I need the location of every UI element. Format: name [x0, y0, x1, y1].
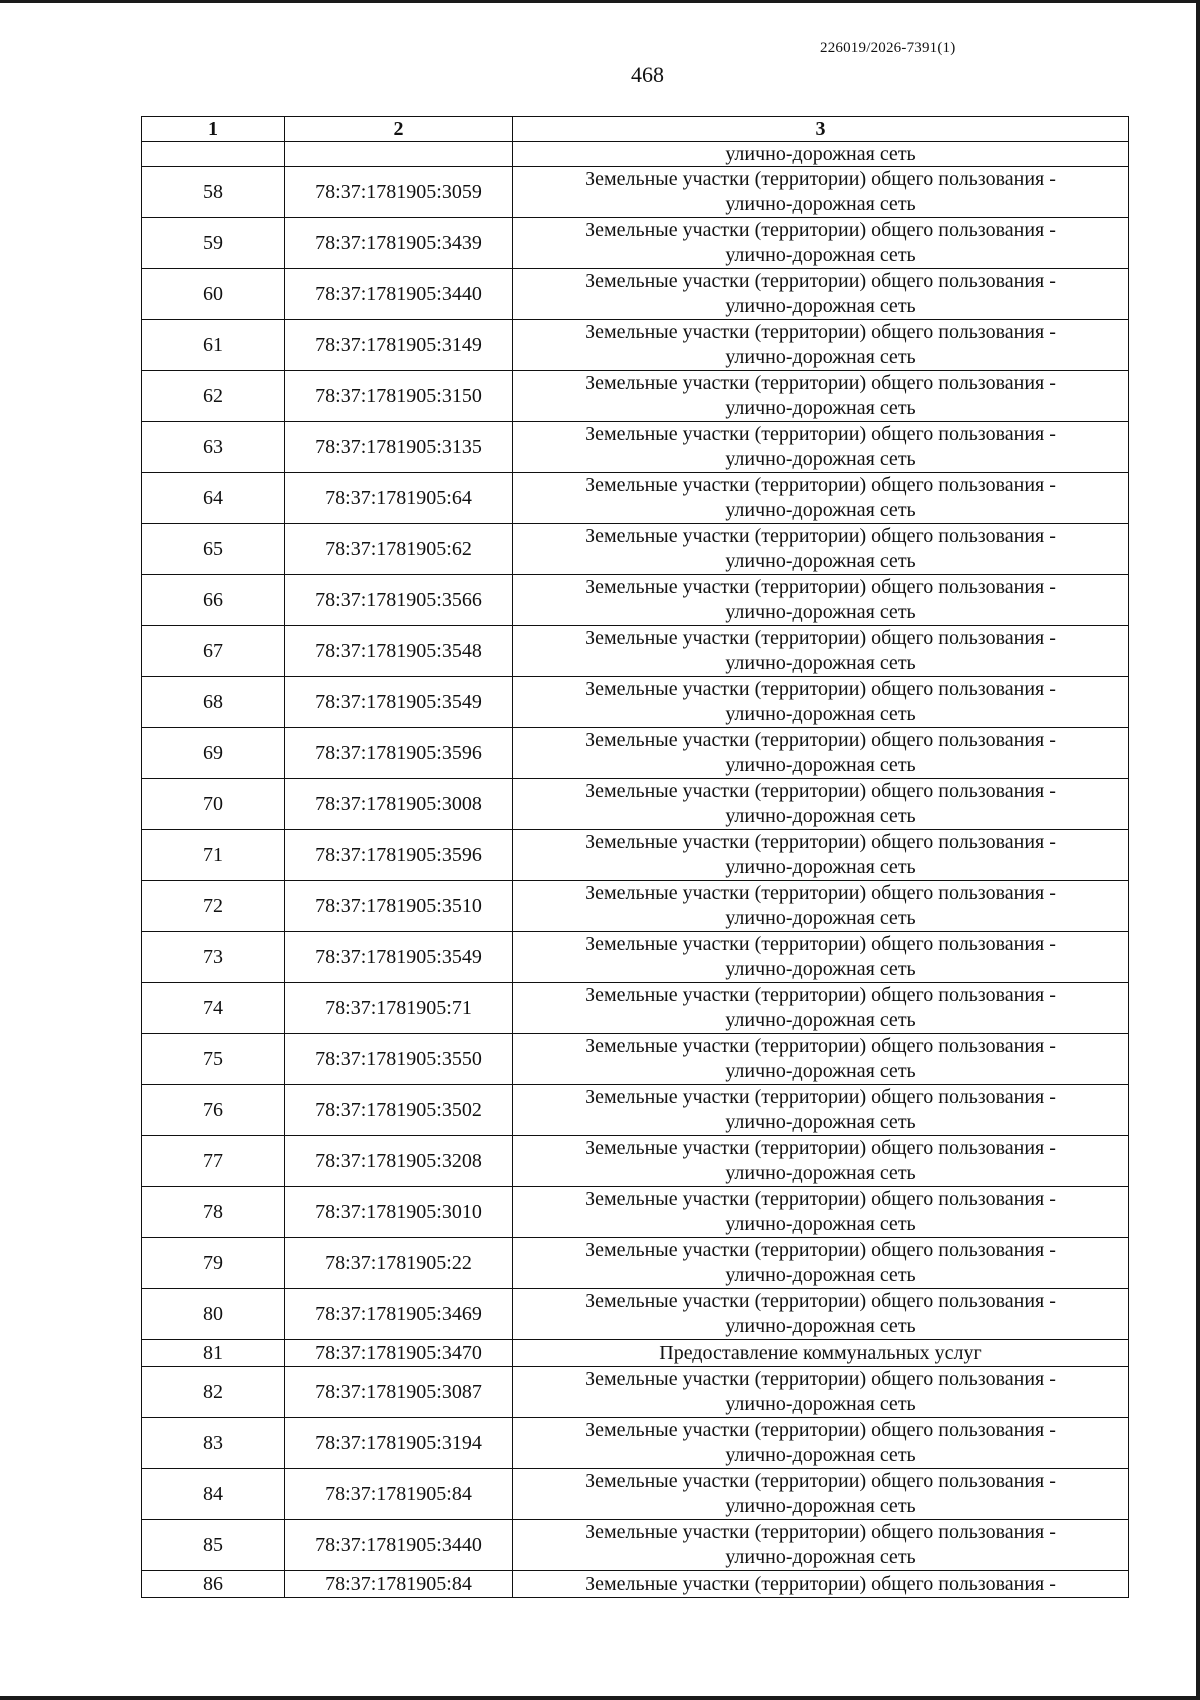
- row-number-cell: 81: [142, 1340, 285, 1367]
- description-line-1: Земельные участки (территории) общего пользования -: [585, 1521, 1056, 1543]
- row-number-cell: 58: [142, 167, 285, 218]
- table-row: [142, 1085, 1129, 1136]
- description-line-1: Земельные участки (территории) общего пользования -: [585, 1137, 1056, 1159]
- description-line-2: улично-дорожная сеть: [725, 601, 916, 623]
- description-line-1: Земельные участки (территории) общего пользования -: [585, 219, 1056, 241]
- cadastral-number-cell: 78:37:1781905:3469: [285, 1289, 513, 1340]
- description-line-1: Земельные участки (территории) общего пользования -: [585, 831, 1056, 853]
- cadastral-number-cell: 78:37:1781905:84: [285, 1469, 513, 1520]
- cadastral-number-cell: 78:37:1781905:71: [285, 983, 513, 1034]
- description-cell: [513, 218, 1129, 269]
- description-line-1: Земельные участки (территории) общего пользования -: [585, 729, 1056, 751]
- continuation-number-cell: [142, 142, 285, 167]
- description-line-2: улично-дорожная сеть: [725, 550, 916, 572]
- description-line-1: Земельные участки (территории) общего пользования -: [585, 1573, 1056, 1595]
- description-line-2: улично-дорожная сеть: [725, 1315, 916, 1337]
- cadastral-number-cell: 78:37:1781905:3149: [285, 320, 513, 371]
- description-cell: [513, 473, 1129, 524]
- description-cell: [513, 983, 1129, 1034]
- description-cell: [513, 1034, 1129, 1085]
- table-row: [142, 881, 1129, 932]
- description-line-1: Земельные участки (территории) общего пользования -: [585, 168, 1056, 190]
- description-line-2: улично-дорожная сеть: [725, 1444, 916, 1466]
- row-number-cell: 82: [142, 1367, 285, 1418]
- description-cell: [513, 932, 1129, 983]
- description-cell: [513, 881, 1129, 932]
- row-number-cell: 86: [142, 1571, 285, 1598]
- land-plots-table-wrap: [141, 116, 1128, 1598]
- description-cell: [513, 1340, 1129, 1367]
- row-number-cell: 75: [142, 1034, 285, 1085]
- description-cell: [513, 1571, 1129, 1598]
- description-cell: [513, 1187, 1129, 1238]
- table-body: [142, 142, 1129, 1598]
- column-header-cadastral: 2: [285, 117, 513, 142]
- cadastral-number-cell: 78:37:1781905:3470: [285, 1340, 513, 1367]
- cadastral-number-cell: 78:37:1781905:3596: [285, 728, 513, 779]
- table-row: [142, 218, 1129, 269]
- table-row: [142, 167, 1129, 218]
- table-row: [142, 320, 1129, 371]
- row-number-cell: 62: [142, 371, 285, 422]
- table-row: [142, 626, 1129, 677]
- description-cell: [513, 1367, 1129, 1418]
- description-cell: [513, 1289, 1129, 1340]
- row-number-cell: 64: [142, 473, 285, 524]
- table-row: [142, 983, 1129, 1034]
- continuation-row: [142, 142, 1129, 167]
- table-row: [142, 575, 1129, 626]
- description-line-2: улично-дорожная сеть: [725, 346, 916, 368]
- description-line-1: Земельные участки (территории) общего пользования -: [585, 1419, 1056, 1441]
- description-line-1: Земельные участки (территории) общего пользования -: [585, 474, 1056, 496]
- description-cell: [513, 422, 1129, 473]
- description-line-1: Предоставление коммунальных услуг: [659, 1342, 982, 1364]
- description-line-1: Земельные участки (территории) общего пользования -: [585, 1188, 1056, 1210]
- description-line-1: Земельные участки (территории) общего пользования -: [585, 525, 1056, 547]
- description-cell: [513, 269, 1129, 320]
- description-line-1: Земельные участки (территории) общего пользования -: [585, 270, 1056, 292]
- row-number-cell: 72: [142, 881, 285, 932]
- cadastral-number-cell: 78:37:1781905:62: [285, 524, 513, 575]
- cadastral-number-cell: 78:37:1781905:3010: [285, 1187, 513, 1238]
- cadastral-number-cell: 78:37:1781905:84: [285, 1571, 513, 1598]
- cadastral-number-cell: 78:37:1781905:3150: [285, 371, 513, 422]
- description-line-1: Земельные участки (территории) общего пользования -: [585, 576, 1056, 598]
- description-line-1: Земельные участки (территории) общего пользования -: [585, 1035, 1056, 1057]
- description-line-1: Земельные участки (территории) общего пользования -: [585, 627, 1056, 649]
- description-line-2: улично-дорожная сеть: [725, 1213, 916, 1235]
- column-header-description: 3: [513, 117, 1129, 142]
- table-row: [142, 422, 1129, 473]
- row-number-cell: 73: [142, 932, 285, 983]
- description-line-2: улично-дорожная сеть: [725, 244, 916, 266]
- table-row: [142, 1520, 1129, 1571]
- description-cell: [513, 1469, 1129, 1520]
- description-cell: [513, 1520, 1129, 1571]
- cadastral-number-cell: 78:37:1781905:3502: [285, 1085, 513, 1136]
- cadastral-number-cell: 78:37:1781905:3550: [285, 1034, 513, 1085]
- table-row: [142, 371, 1129, 422]
- row-number-cell: 79: [142, 1238, 285, 1289]
- description-line-1: Земельные участки (территории) общего пользования -: [585, 1086, 1056, 1108]
- table-row: [142, 1187, 1129, 1238]
- table-row: [142, 1034, 1129, 1085]
- table-row: [142, 1289, 1129, 1340]
- description-line-1: Земельные участки (территории) общего пользования -: [585, 933, 1056, 955]
- column-header-number: 1: [142, 117, 285, 142]
- description-line-2: улично-дорожная сеть: [725, 856, 916, 878]
- table-row: [142, 524, 1129, 575]
- table-row: [142, 1469, 1129, 1520]
- row-number-cell: 63: [142, 422, 285, 473]
- description-line-2: улично-дорожная сеть: [725, 1546, 916, 1568]
- cadastral-number-cell: 78:37:1781905:3510: [285, 881, 513, 932]
- cadastral-number-cell: 78:37:1781905:3008: [285, 779, 513, 830]
- continuation-cadastral-cell: [285, 142, 513, 167]
- scan-edge-right: [1196, 0, 1200, 1700]
- description-cell: [513, 1238, 1129, 1289]
- table-row: [142, 830, 1129, 881]
- cadastral-number-cell: 78:37:1781905:3059: [285, 167, 513, 218]
- description-line-1: Земельные участки (территории) общего пользования -: [585, 1368, 1056, 1390]
- description-cell: [513, 1136, 1129, 1187]
- row-number-cell: 59: [142, 218, 285, 269]
- table-row: [142, 1367, 1129, 1418]
- description-cell: [513, 1418, 1129, 1469]
- description-cell: [513, 575, 1129, 626]
- row-number-cell: 71: [142, 830, 285, 881]
- description-line-2: улично-дорожная сеть: [725, 958, 916, 980]
- cadastral-number-cell: 78:37:1781905:22: [285, 1238, 513, 1289]
- description-line-1: Земельные участки (территории) общего пользования -: [585, 1290, 1056, 1312]
- description-cell: [513, 320, 1129, 371]
- row-number-cell: 69: [142, 728, 285, 779]
- description-line-1: Земельные участки (территории) общего пользования -: [585, 678, 1056, 700]
- description-line-2: улично-дорожная сеть: [725, 1393, 916, 1415]
- description-line-2: улично-дорожная сеть: [725, 1495, 916, 1517]
- row-number-cell: 67: [142, 626, 285, 677]
- table-row: [142, 728, 1129, 779]
- cadastral-number-cell: 78:37:1781905:3087: [285, 1367, 513, 1418]
- description-line-2: улично-дорожная сеть: [725, 652, 916, 674]
- cadastral-number-cell: 78:37:1781905:3596: [285, 830, 513, 881]
- cadastral-number-cell: 78:37:1781905:3439: [285, 218, 513, 269]
- description-line-2: улично-дорожная сеть: [725, 448, 916, 470]
- description-cell: [513, 677, 1129, 728]
- description-line-2: улично-дорожная сеть: [725, 754, 916, 776]
- row-number-cell: 68: [142, 677, 285, 728]
- table-row: [142, 1136, 1129, 1187]
- row-number-cell: 77: [142, 1136, 285, 1187]
- table-row: [142, 269, 1129, 320]
- document-code: 226019/2026-7391(1): [820, 40, 956, 56]
- description-cell: [513, 830, 1129, 881]
- description-line-2: улично-дорожная сеть: [725, 703, 916, 725]
- description-cell: [513, 167, 1129, 218]
- cadastral-number-cell: 78:37:1781905:3549: [285, 677, 513, 728]
- row-number-cell: 85: [142, 1520, 285, 1571]
- cadastral-number-cell: 78:37:1781905:3208: [285, 1136, 513, 1187]
- row-number-cell: 74: [142, 983, 285, 1034]
- description-line-2: улично-дорожная сеть: [725, 499, 916, 521]
- row-number-cell: 70: [142, 779, 285, 830]
- description-line-1: Земельные участки (территории) общего пользования -: [585, 882, 1056, 904]
- description-line-2: улично-дорожная сеть: [725, 295, 916, 317]
- description-cell: [513, 626, 1129, 677]
- page-number: 468: [631, 62, 664, 87]
- row-number-cell: 83: [142, 1418, 285, 1469]
- cadastral-number-cell: 78:37:1781905:3194: [285, 1418, 513, 1469]
- description-line-2: улично-дорожная сеть: [725, 1060, 916, 1082]
- description-line-2: улично-дорожная сеть: [725, 1111, 916, 1133]
- description-line-2: улично-дорожная сеть: [725, 907, 916, 929]
- cadastral-number-cell: 78:37:1781905:3440: [285, 269, 513, 320]
- scan-edge-bottom: [0, 1696, 1200, 1700]
- table-row: [142, 779, 1129, 830]
- table-row: [142, 677, 1129, 728]
- row-number-cell: 84: [142, 1469, 285, 1520]
- row-number-cell: 61: [142, 320, 285, 371]
- description-line-2: улично-дорожная сеть: [725, 1264, 916, 1286]
- description-line-1: Земельные участки (территории) общего пользования -: [585, 780, 1056, 802]
- description-cell: [513, 524, 1129, 575]
- description-line-2: улично-дорожная сеть: [725, 805, 916, 827]
- table-row: [142, 1571, 1129, 1598]
- land-plots-table: [141, 116, 1129, 1598]
- description-line-1: Земельные участки (территории) общего пользования -: [585, 321, 1056, 343]
- row-number-cell: 66: [142, 575, 285, 626]
- continuation-description-cell: улично-дорожная сеть: [513, 142, 1129, 167]
- row-number-cell: 65: [142, 524, 285, 575]
- description-line-1: Земельные участки (территории) общего пользования -: [585, 984, 1056, 1006]
- description-line-1: Земельные участки (территории) общего пользования -: [585, 423, 1056, 445]
- table-row: [142, 932, 1129, 983]
- description-line-1: Земельные участки (территории) общего пользования -: [585, 372, 1056, 394]
- row-number-cell: 78: [142, 1187, 285, 1238]
- description-line-2: улично-дорожная сеть: [725, 193, 916, 215]
- cadastral-number-cell: 78:37:1781905:64: [285, 473, 513, 524]
- description-cell: [513, 1085, 1129, 1136]
- description-cell: [513, 779, 1129, 830]
- cadastral-number-cell: 78:37:1781905:3566: [285, 575, 513, 626]
- row-number-cell: 80: [142, 1289, 285, 1340]
- table-row: [142, 473, 1129, 524]
- cadastral-number-cell: 78:37:1781905:3440: [285, 1520, 513, 1571]
- table-row: [142, 1418, 1129, 1469]
- row-number-cell: 60: [142, 269, 285, 320]
- table-header-row: [142, 117, 1129, 142]
- cadastral-number-cell: 78:37:1781905:3548: [285, 626, 513, 677]
- scan-edge-top: [0, 0, 1200, 3]
- description-line-2: улично-дорожная сеть: [725, 397, 916, 419]
- description-cell: [513, 371, 1129, 422]
- description-line-2: улично-дорожная сеть: [725, 1162, 916, 1184]
- table-row: [142, 1238, 1129, 1289]
- description-line-2: улично-дорожная сеть: [725, 1009, 916, 1031]
- description-line-1: Земельные участки (территории) общего пользования -: [585, 1470, 1056, 1492]
- cadastral-number-cell: 78:37:1781905:3549: [285, 932, 513, 983]
- cadastral-number-cell: 78:37:1781905:3135: [285, 422, 513, 473]
- description-line-1: Земельные участки (территории) общего пользования -: [585, 1239, 1056, 1261]
- table-row: [142, 1340, 1129, 1367]
- description-cell: [513, 728, 1129, 779]
- row-number-cell: 76: [142, 1085, 285, 1136]
